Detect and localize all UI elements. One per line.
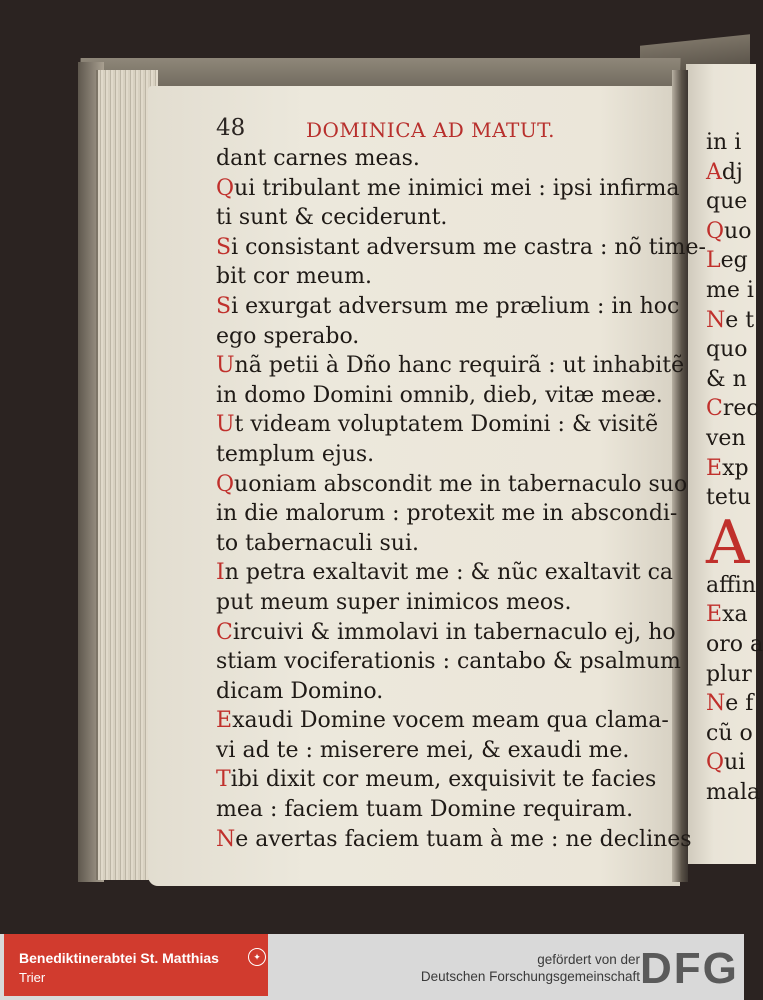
text-line [706, 689, 763, 719]
text-line [216, 706, 672, 736]
text-line [216, 736, 672, 766]
rubric-initial: Q [216, 175, 235, 201]
text-line [706, 454, 763, 484]
line-text: to tabernaculi sui. [216, 530, 419, 556]
text-line [706, 600, 763, 630]
line-text: dicam Domino. [216, 678, 384, 704]
verse-lines [216, 144, 706, 854]
text-line [706, 276, 763, 306]
text-line [706, 187, 763, 217]
line-text: ibi dixit cor meum, exquisivit te facies [230, 767, 657, 793]
text-line [216, 677, 672, 707]
text-line [216, 499, 678, 529]
text-line [706, 128, 763, 158]
text-line [216, 647, 681, 677]
dfg-logo[interactable]: DFG [640, 944, 739, 993]
text-line [216, 174, 680, 204]
text-line [216, 618, 676, 648]
line-text: in i [706, 130, 742, 155]
text-line [706, 158, 763, 188]
text-line [706, 246, 763, 276]
text-line [216, 529, 672, 559]
rubric-initial: S [216, 234, 232, 260]
rubric-initial: Q [706, 750, 725, 776]
text-line [706, 424, 763, 454]
line-text: oro a [706, 631, 763, 657]
running-head: DOMINICA AD MATUT. [306, 118, 555, 142]
rubric-initial: N [706, 691, 726, 717]
left-page-text [216, 114, 706, 854]
rubric-initial: A [706, 159, 722, 185]
line-text: t videam voluptatem Domini : & visitẽ [234, 412, 659, 438]
line-text: uoniam abscondit me in tabernaculo suo [234, 471, 688, 497]
sponsor-name: Benediktinerabtei St. Matthias [19, 950, 219, 966]
rubric-initial: Q [216, 471, 235, 497]
rubric-initial: E [216, 708, 233, 734]
text-line [216, 322, 672, 352]
line-text: n petra exaltavit me : & nũc exaltavit ca [224, 560, 674, 586]
rubric-initial: E [706, 602, 723, 628]
line-text: nã petii à Dño hanc requirã : ut inhabitẽ [234, 353, 685, 379]
rubric-initial: N [216, 826, 236, 852]
line-text: xaudi Domine vocem meam qua clama- [232, 708, 669, 734]
line-text: ircuivi & immolavi in tabernaculo ej, ho [232, 619, 676, 645]
page-number: 48 [216, 115, 246, 141]
line-text: e f [725, 691, 754, 717]
line-text: templum ejus. [216, 441, 375, 467]
text-line [216, 558, 672, 588]
line-text: i consistant adversum me castra : nõ time- [231, 234, 706, 260]
line-text: e t [725, 307, 755, 333]
line-text: dant carnes meas. [216, 146, 420, 171]
text-line [216, 292, 680, 322]
line-text: me i [706, 277, 754, 303]
funding-line-2: Deutschen Forschungsgemeinschaft [420, 969, 640, 984]
text-line [706, 630, 763, 660]
line-text: rec [722, 396, 759, 422]
text-line [216, 233, 706, 263]
large-initial: A [706, 507, 750, 578]
abbey-logo-icon: ✦ [248, 948, 266, 966]
rubric-initial: U [216, 412, 235, 438]
sponsor-place: Trier [19, 970, 46, 985]
text-line [706, 335, 763, 365]
text-line [706, 748, 763, 778]
rubric-initial: C [706, 396, 723, 422]
line-text: i exurgat adversum me prælium : in hoc [231, 293, 680, 319]
line-text: bit cor meum. [216, 264, 372, 290]
text-line [706, 719, 763, 749]
line-text: eg [720, 248, 748, 274]
line-text: mea : faciem tuam Domine requiram. [216, 797, 634, 823]
line-text: tetu [706, 485, 751, 511]
right-page-text [706, 128, 763, 807]
line-text: mala [706, 779, 761, 805]
line-text: uo [724, 218, 752, 244]
text-line [216, 410, 672, 440]
rubric-initial: I [216, 560, 225, 586]
line-text: ui [724, 750, 746, 776]
line-text: vi ad te : miserere mei, & exaudi me. [216, 737, 630, 763]
rubric-initial: E [706, 455, 723, 481]
text-line [706, 660, 763, 690]
text-line [216, 262, 672, 292]
text-line [216, 440, 672, 470]
rubric-initial: T [216, 767, 231, 793]
line-text: put meum super inimicos meos. [216, 589, 572, 615]
line-text: & n [706, 366, 747, 392]
line-text: ti sunt & ceciderunt. [216, 205, 448, 231]
line-text: xa [722, 602, 748, 628]
line-text: quo [706, 337, 748, 363]
sponsor-box[interactable] [4, 934, 268, 996]
line-text: ven [706, 425, 746, 451]
line-text: plur [706, 661, 752, 687]
text-line [706, 778, 763, 808]
text-line [706, 217, 763, 247]
funding-note [421, 951, 640, 985]
rubric-initial: C [216, 619, 233, 645]
text-line [706, 571, 763, 601]
rubric-initial: S [216, 293, 232, 319]
rubric-initial: Q [706, 218, 725, 244]
text-line [706, 365, 763, 395]
text-line [216, 470, 688, 500]
line-text: dj [721, 159, 743, 185]
rubric-initial: U [216, 353, 235, 379]
text-line [706, 507, 763, 578]
line-text: stiam vociferationis : cantabo & psalmum [216, 649, 681, 675]
line-text: ui tribulant me inimici mei : ipsi infirma [234, 175, 680, 201]
text-line [706, 394, 763, 424]
line-text: in die malorum : protexit me in abscondi- [216, 501, 678, 527]
text-line [706, 306, 763, 336]
footer-banner [0, 934, 744, 1000]
page-header [216, 114, 672, 144]
line-text: in domo Domini omnib, dieb, vitæ meæ. [216, 382, 663, 408]
text-line [216, 825, 692, 855]
text-line [216, 795, 672, 825]
rubric-initial: N [706, 307, 726, 333]
text-line [216, 588, 672, 618]
text-line [216, 351, 685, 381]
text-line [216, 144, 672, 174]
line-text: xp [722, 455, 749, 481]
funding-line-1: gefördert von der [537, 952, 640, 967]
rubric-initial: L [706, 248, 721, 274]
line-text: e avertas faciem tuam à me : ne declines [235, 826, 692, 852]
text-line [216, 203, 672, 233]
line-text: ego sperabo. [216, 323, 360, 349]
text-line [216, 381, 672, 411]
line-text: que [706, 189, 748, 215]
line-text: cũ o [706, 720, 753, 746]
text-line [216, 765, 672, 795]
line-text: affin [706, 572, 756, 598]
